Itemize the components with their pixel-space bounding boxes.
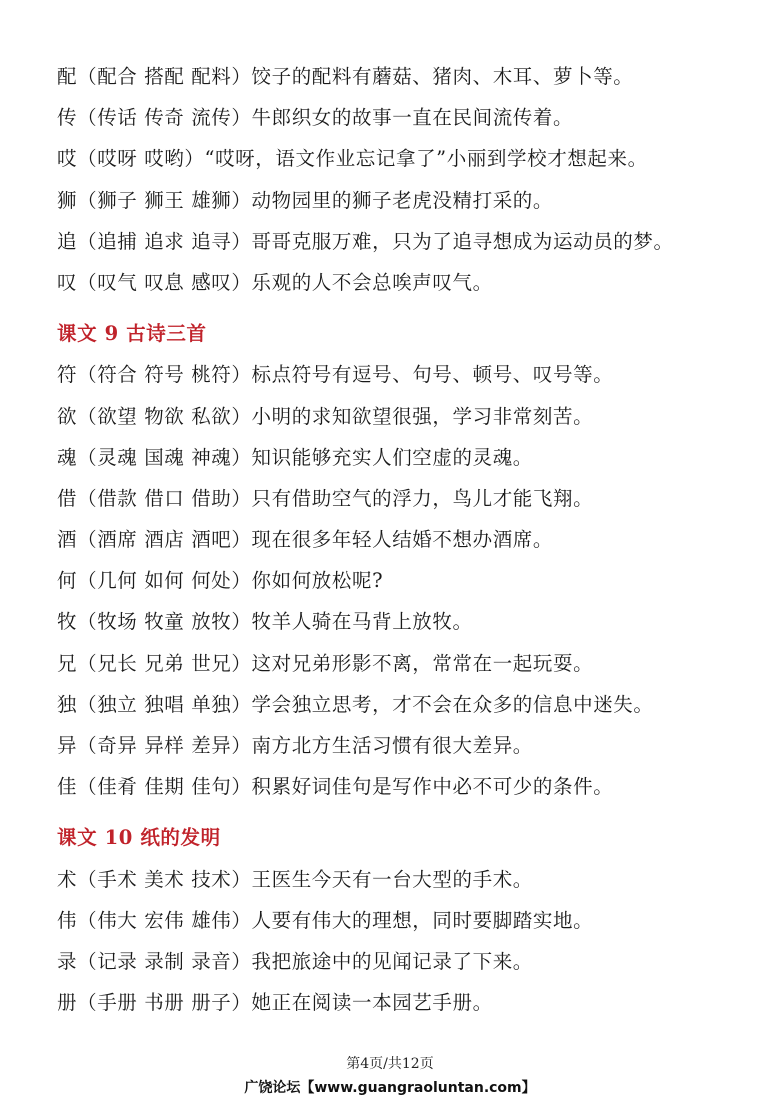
vocab-line: 哎（哎呀 哎哟）“哎呀，语文作业忘记拿了”小丽到学校才想起来。: [57, 147, 648, 171]
vocab-line: 酒（酒席 酒店 酒吧）现在很多年轻人结婚不想办酒席。: [57, 528, 553, 552]
site-footer: 广饶论坛【www.guangraoluntan.com】: [244, 1080, 536, 1096]
vocab-line: 录（记录 录制 录音）我把旅途中的见闻记录了下来。: [57, 949, 533, 973]
vocab-line: 传（传话 传奇 流传）牛郎织女的故事一直在民间流传着。: [57, 106, 574, 130]
vocab-line: 狮（狮子 狮王 雄狮）动物园里的狮子老虎没精打采的。: [57, 188, 553, 212]
section-lesson-9: [57, 313, 757, 807]
page-number: 第4页/共12页: [346, 1056, 434, 1072]
document-body: [57, 56, 757, 1023]
vocab-line: 符（符合 符号 桃符）标点符号有逗号、句号、顿号、叹号等。: [57, 363, 614, 387]
vocab-line: 册（手册 书册 册子）她正在阅读一本园艺手册。: [57, 991, 493, 1015]
vocab-line: 牧（牧场 牧童 放牧）牧羊人骑在马背上放牧。: [57, 610, 473, 634]
section-heading: 课文 9 古诗三首: [57, 322, 207, 346]
section-lesson-10: [57, 817, 757, 1023]
vocab-line: 欲（欲望 物欲 私欲）小明的求知欲望很强，学习非常刻苦。: [57, 404, 594, 428]
vocab-line: 叹（叹气 叹息 感叹）乐观的人不会总唉声叹气。: [57, 270, 493, 294]
vocab-line: 术（手术 美术 技术）王医生今天有一台大型的手术。: [57, 867, 533, 891]
vocab-line: 兄（兄长 兄弟 世兄）这对兄弟形影不离，常常在一起玩耍。: [57, 651, 594, 675]
vocab-line: 追（追捕 追求 追寻）哥哥克服万难，只为了追寻想成为运动员的梦。: [57, 229, 674, 253]
vocab-line: 借（借款 借口 借助）只有借助空气的浮力，鸟儿才能飞翔。: [57, 486, 594, 510]
section-heading: 课文 10 纸的发明: [57, 826, 221, 850]
vocab-line: 伟（伟大 宏伟 雄伟）人要有伟大的理想，同时要脚踏实地。: [57, 908, 594, 932]
vocab-line: 独（独立 独唱 单独）学会独立思考，才不会在众多的信息中迷失。: [57, 692, 654, 716]
vocab-line: 配（配合 搭配 配料）饺子的配料有蘑菇、猪肉、木耳、萝卜等。: [57, 65, 634, 88]
vocab-line: 魂（灵魂 国魂 神魂）知识能够充实人们空虚的灵魂。: [57, 445, 533, 469]
vocab-line: 何（几何 如何 何处）你如何放松呢?: [57, 569, 384, 593]
vocab-line: 佳（佳肴 佳期 佳句）积累好词佳句是写作中必不可少的条件。: [57, 775, 614, 799]
section-1: [57, 56, 757, 303]
vocab-line: 异（奇异 异样 差异）南方北方生活习惯有很大差异。: [57, 734, 533, 757]
